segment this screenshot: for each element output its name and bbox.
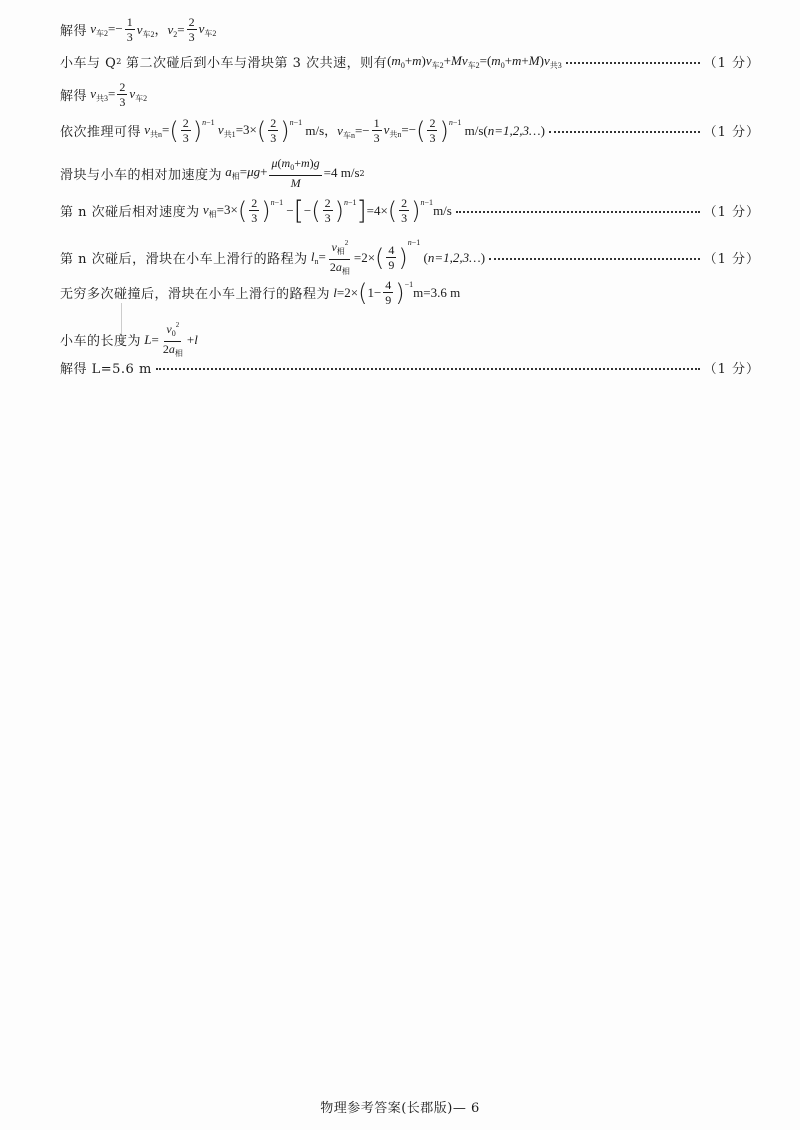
equation-line-4: 依次推理可得 $v_{共n}=$ ( $\frac{2}{3}$ ) n−1 $v_{共1}=3\times$ ( $\frac{2}{3}$ ) n−1 m/s，$v_{车n}=-$ $\frac{1}{3}$ $v_{共n}=-$ ( $\frac{2}{3}$ ) n−1 m/s( n=1,2,3… ) （1 分） — [60, 116, 760, 145]
fraction: $\frac{v_相^2}{2a_相}$ — [328, 236, 352, 279]
line-text: 第二次碰后到小车与滑块第 3 次共速，则有 — [126, 56, 388, 71]
line-text: 依次推理可得 — [60, 125, 142, 140]
dot-leader — [566, 60, 700, 64]
accel-value: =4 m/s — [323, 165, 360, 180]
line-text: 小车与 Q — [60, 56, 117, 71]
l8-result: m=3.6 m — [413, 284, 461, 300]
score-label: （1 分） — [703, 205, 760, 220]
fraction: $\frac{2}{3}$ — [188, 15, 195, 44]
line-text: 第 n 次碰后相对速度为 — [60, 205, 200, 220]
line-text: 滑块与小车的相对加速度为 — [60, 167, 223, 183]
page-footer: 物理参考答案(长郡版)— 6 — [320, 1101, 480, 1116]
fraction: $\frac{\mu(m_0+m)g}{M}$ — [271, 156, 320, 190]
equation-line-10 — [60, 358, 760, 377]
fraction: $\frac{v_0^2}{2a_相}$ — [161, 318, 185, 361]
score-label: （1 分） — [703, 125, 760, 140]
fraction: $\frac{2}{3}$ — [119, 80, 126, 109]
label-jiede: 解得 — [60, 89, 88, 104]
equation-line-6: 第 n 次碰后相对速度为 $v_相=3\times$ ( $\frac{2}{3}$ ) n−1 − [ − ( $\frac{2}{3}$ ) n−1 ] =4× ( $\frac{2}{3}$ ) n−1 m/s （1 分） — [60, 195, 760, 226]
score-label: （1 分） — [703, 252, 760, 267]
n-range: n=1,2,3… — [487, 122, 541, 138]
unit-ms: m/s — [433, 202, 452, 218]
equation-line-8: 无穷多次碰撞后，滑块在小车上滑行的路程为 l=2× ( 1− $\frac{4}{9}$ ) −1 m=3.6 m — [60, 278, 461, 307]
dot-leader — [489, 256, 700, 260]
equation-line-2: 小车与 Q 2 第二次碰后到小车与滑块第 3 次共速，则有 $(m_0+m)v_{车2}+Mv_{车2}=(m_0+m+M)v_{共3}$ （1 分） — [60, 52, 760, 71]
equation-line-3: 解得 $v_{共3}=$ $\frac{2}{3}$ $v_{车2}$ — [60, 80, 148, 109]
line-text: 无穷多次碰撞后，滑块在小车上滑行的路程为 — [60, 287, 331, 302]
subscript: 2 — [116, 57, 122, 66]
equation-line-7: 第 n 次碰后，滑块在小车上滑行的路程为 $l_n=$ $\frac{v_相^2}{2a_相}$ =2× ( $\frac{4}{9}$ ) n−1 ( n=1,2,3… ) （1 分） — [60, 236, 760, 279]
line-text: 解得 L=5.6 m — [60, 362, 152, 377]
equation-line-1: 解得 $v_{车2}=-$ $\frac{1}{3}$ $v_{车2}$，$v_2=$ $\frac{2}{3}$ $v_{车2}$ — [60, 15, 217, 44]
line-text: 小车的长度为 — [60, 334, 142, 349]
score-label: （1 分） — [703, 56, 760, 71]
equation-line-9: 小车的长度为 L= $\frac{v_0^2}{2a_相}$ +l — [60, 318, 760, 361]
line-text: 第 n 次碰后，滑块在小车上滑行的路程为 — [60, 252, 308, 267]
dot-leader — [549, 129, 700, 133]
score-label: （1 分） — [703, 362, 760, 377]
fraction: $\frac{1}{3}$ — [126, 15, 133, 44]
dot-leader — [456, 209, 700, 213]
dot-leader — [156, 366, 700, 370]
n-range: n=1,2,3… — [427, 249, 481, 265]
equation-line-5: 滑块与小车的相对加速度为 $a_相=\mu g+$ $\frac{\mu(m_0+m)g}{M}$ =4 m/s 2 — [60, 156, 365, 190]
label-jiede: 解得 — [60, 24, 88, 39]
